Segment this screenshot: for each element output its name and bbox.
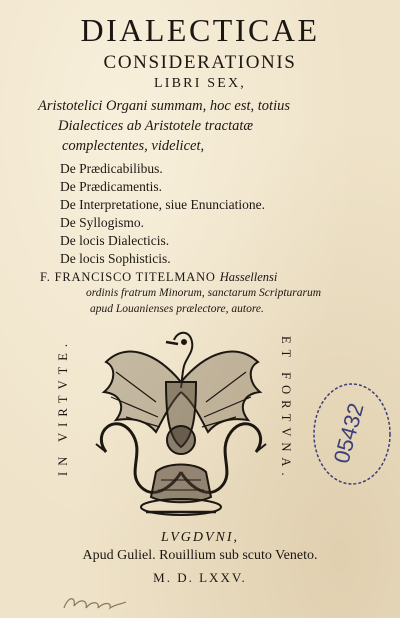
contents-item: De Prædicamentis. (60, 179, 162, 194)
subtitle-line-2: Dialectices ab Aristotele tractatæ (58, 118, 254, 134)
motto-right: ET FORTVNA. (279, 336, 293, 482)
printer-device-eagle-serpents (86, 322, 276, 522)
title-line-3: LIBRI SEX, (154, 76, 246, 91)
contents-item: De Prædicabilibus. (60, 161, 163, 176)
subtitle-line-1: Aristotelici Organi summam, hoc est, totius (38, 98, 290, 114)
author-line-3: apud Louanienses prælectore, autore. (90, 303, 264, 315)
stamp-number: 05432 (328, 400, 369, 466)
library-stamp (310, 380, 394, 488)
author-place: Hassellensi (219, 270, 278, 284)
handwritten-signature (60, 590, 130, 614)
imprint-printer: Apud Guliel. Rouillium sub scuto Veneto. (82, 548, 318, 563)
title-line-1: DIALECTICAE (80, 12, 320, 48)
imprint-year: M. D. LXXV. (153, 570, 247, 585)
imprint-city: LVGDVNI, (160, 530, 240, 545)
contents-item: De locis Dialecticis. (60, 233, 170, 248)
motto-left: IN VIRTVTE. (56, 338, 70, 476)
subtitle-line-3: complectentes, videlicet, (62, 138, 205, 154)
author-line-2: ordinis fratrum Minorum, sanctarum Scripturarum (86, 287, 322, 299)
contents-item: De Syllogismo. (60, 215, 145, 230)
title-line-2: CONSIDERATIONIS (103, 52, 297, 73)
author-line-1 (40, 270, 277, 285)
contents-item: De Interpretatione, siue Enunciatione. (60, 197, 266, 212)
author-name: F. FRANCISCO TITELMANO (40, 270, 216, 284)
contents-item: De locis Sophisticis. (60, 251, 171, 266)
